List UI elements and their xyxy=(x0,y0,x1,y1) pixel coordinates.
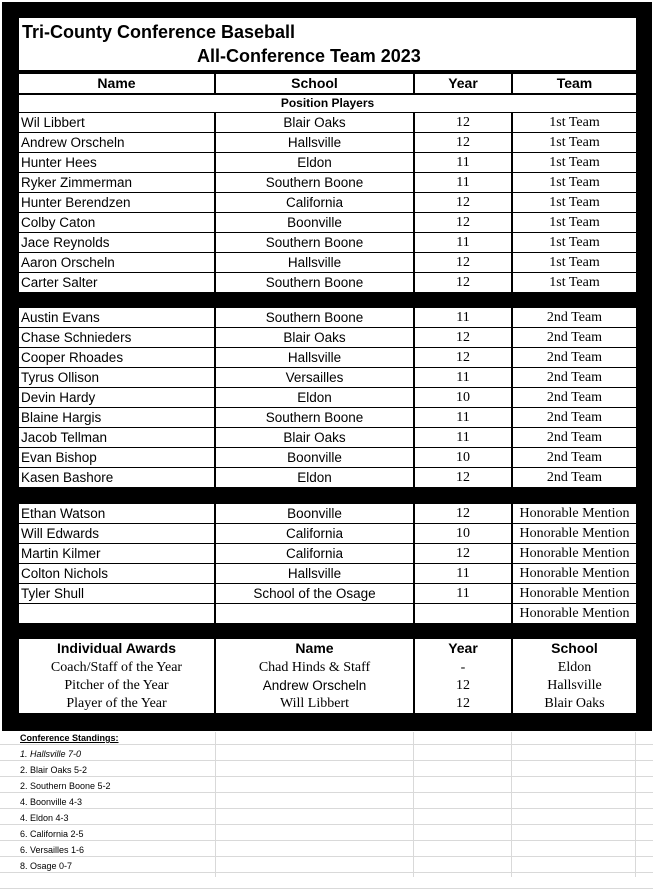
player-team: Honorable Mention xyxy=(513,544,636,563)
standings-item: 4. Eldon 4-3 xyxy=(20,813,69,823)
player-team: 2nd Team xyxy=(513,468,636,487)
player-year: 11 xyxy=(415,368,511,387)
player-year: 12 xyxy=(415,133,511,152)
honorable-mention-row xyxy=(19,604,636,623)
first-team-row xyxy=(19,273,636,292)
awards-header-award: Individual Awards xyxy=(19,639,214,658)
first-team-row xyxy=(19,173,636,192)
grid-column-line xyxy=(635,732,636,877)
grid-column-line xyxy=(413,732,414,877)
player-name: Aaron Orscheln xyxy=(19,253,214,272)
title-line-1: Tri-County Conference Baseball xyxy=(22,22,296,42)
player-year: 12 xyxy=(415,504,511,523)
award-row xyxy=(19,658,636,677)
player-name: Cooper Rhoades xyxy=(19,348,214,367)
first-team-row xyxy=(19,213,636,232)
player-year: 12 xyxy=(415,468,511,487)
player-team: 1st Team xyxy=(513,173,636,192)
player-team: Honorable Mention xyxy=(513,604,636,623)
player-name: Ethan Watson xyxy=(19,504,214,523)
player-school: Southern Boone xyxy=(216,173,413,192)
player-team: 2nd Team xyxy=(513,368,636,387)
player-name: Tyler Shull xyxy=(19,584,214,603)
player-year: 12 xyxy=(415,253,511,272)
player-name: Chase Schnieders xyxy=(19,328,214,347)
player-school: Blair Oaks xyxy=(216,428,413,447)
player-name: Jace Reynolds xyxy=(19,233,214,252)
player-name: Tyrus Ollison xyxy=(19,368,214,387)
player-school: Hallsville xyxy=(216,133,413,152)
first-team-row xyxy=(19,113,636,132)
player-team: 2nd Team xyxy=(513,328,636,347)
player-school: Boonville xyxy=(216,448,413,467)
first-team-row xyxy=(19,193,636,212)
player-name xyxy=(19,604,214,623)
player-school: Hallsville xyxy=(216,253,413,272)
grid-line xyxy=(0,840,653,841)
player-school: Blair Oaks xyxy=(216,328,413,347)
player-school: Southern Boone xyxy=(216,273,413,292)
player-year: 10 xyxy=(415,448,511,467)
player-name: Austin Evans xyxy=(19,308,214,327)
second-team-row xyxy=(19,368,636,387)
second-team-row xyxy=(19,428,636,447)
award-year: 12 xyxy=(415,676,511,695)
standings-item: 8. Osage 0-7 xyxy=(20,861,73,871)
player-school: Eldon xyxy=(216,468,413,487)
first-team-row xyxy=(19,253,636,272)
player-name: Hunter Hees xyxy=(19,153,214,172)
player-year: 11 xyxy=(415,308,511,327)
grid-line xyxy=(0,776,653,777)
award-year: 12 xyxy=(415,694,511,713)
award-winner: Will Libbert xyxy=(216,694,413,713)
second-team-row xyxy=(19,468,636,487)
player-name: Wil Libbert xyxy=(19,113,214,132)
player-school: Versailles xyxy=(216,368,413,387)
player-year: 11 xyxy=(415,564,511,583)
title-box xyxy=(19,18,636,70)
award-title: Coach/Staff of the Year xyxy=(19,658,214,677)
first-team-row xyxy=(19,153,636,172)
player-school: Southern Boone xyxy=(216,233,413,252)
grid-line xyxy=(0,760,653,761)
player-school: California xyxy=(216,193,413,212)
player-team: 1st Team xyxy=(513,193,636,212)
player-year: 12 xyxy=(415,213,511,232)
player-school: Eldon xyxy=(216,153,413,172)
standings-item: 6. Versailles 1-6 xyxy=(20,845,85,855)
player-name: Evan Bishop xyxy=(19,448,214,467)
player-name: Andrew Orscheln xyxy=(19,133,214,152)
standings-heading: Conference Standings: xyxy=(20,733,119,743)
player-team: Honorable Mention xyxy=(513,564,636,583)
player-name: Blaine Hargis xyxy=(19,408,214,427)
standings-item: 1. Hallsville 7-0 xyxy=(20,749,82,759)
honorable-mention-row xyxy=(19,524,636,543)
header-year: Year xyxy=(415,74,511,93)
player-year: 11 xyxy=(415,428,511,447)
player-year: 11 xyxy=(415,153,511,172)
second-team-row xyxy=(19,308,636,327)
standings-item: 6. California 2-5 xyxy=(20,829,84,839)
player-team: 2nd Team xyxy=(513,348,636,367)
player-year: 12 xyxy=(415,193,511,212)
player-name: Colton Nichols xyxy=(19,564,214,583)
player-school: Southern Boone xyxy=(216,308,413,327)
player-name: Carter Salter xyxy=(19,273,214,292)
grid-line xyxy=(0,856,653,857)
award-school: Hallsville xyxy=(513,676,636,695)
grid-line xyxy=(0,792,653,793)
player-team: Honorable Mention xyxy=(513,524,636,543)
player-year: 11 xyxy=(415,584,511,603)
player-year: 11 xyxy=(415,233,511,252)
player-school: Southern Boone xyxy=(216,408,413,427)
player-year: 12 xyxy=(415,273,511,292)
award-title: Pitcher of the Year xyxy=(19,676,214,695)
player-year: 10 xyxy=(415,524,511,543)
player-team: 2nd Team xyxy=(513,428,636,447)
player-name: Kasen Bashore xyxy=(19,468,214,487)
awards-header xyxy=(19,639,636,658)
award-winner: Andrew Orscheln xyxy=(216,676,413,695)
grid-line xyxy=(0,744,653,745)
second-team-row xyxy=(19,408,636,427)
award-school: Blair Oaks xyxy=(513,694,636,713)
player-year: 12 xyxy=(415,328,511,347)
player-school: Boonville xyxy=(216,504,413,523)
first-team-row xyxy=(19,233,636,252)
player-school: California xyxy=(216,524,413,543)
player-school xyxy=(216,604,413,623)
grid-line xyxy=(0,824,653,825)
player-team: 1st Team xyxy=(513,233,636,252)
conference-standings xyxy=(0,732,653,877)
awards-header-year: Year xyxy=(415,639,511,658)
award-school: Eldon xyxy=(513,658,636,677)
player-year: 11 xyxy=(415,408,511,427)
first-team-row xyxy=(19,133,636,152)
header-name: Name xyxy=(19,74,214,93)
player-name: Will Edwards xyxy=(19,524,214,543)
awards-header-name: Name xyxy=(216,639,413,658)
player-name: Martin Kilmer xyxy=(19,544,214,563)
second-team-row xyxy=(19,328,636,347)
player-school: Blair Oaks xyxy=(216,113,413,132)
header-team: Team xyxy=(513,74,636,93)
player-school: Boonville xyxy=(216,213,413,232)
player-year: 12 xyxy=(415,113,511,132)
table-header xyxy=(19,74,636,93)
header-school: School xyxy=(216,74,413,93)
honorable-mention-row xyxy=(19,544,636,563)
second-team-row xyxy=(19,348,636,367)
player-team: 1st Team xyxy=(513,153,636,172)
player-name: Ryker Zimmerman xyxy=(19,173,214,192)
award-year: - xyxy=(415,658,511,677)
grid-line xyxy=(0,808,653,809)
honorable-mention-row xyxy=(19,584,636,603)
standings-item: 2. Blair Oaks 5-2 xyxy=(20,765,88,775)
honorable-mention-row xyxy=(19,504,636,523)
player-team: 2nd Team xyxy=(513,408,636,427)
player-team: 2nd Team xyxy=(513,388,636,407)
player-team: 1st Team xyxy=(513,273,636,292)
player-team: 1st Team xyxy=(513,213,636,232)
player-year: 10 xyxy=(415,388,511,407)
player-year xyxy=(415,604,511,623)
player-school: School of the Osage xyxy=(216,584,413,603)
player-team: 1st Team xyxy=(513,253,636,272)
grid-line xyxy=(0,872,653,873)
award-winner: Chad Hinds & Staff xyxy=(216,658,413,677)
player-name: Jacob Tellman xyxy=(19,428,214,447)
section-position-players: Position Players xyxy=(19,95,636,112)
player-school: Hallsville xyxy=(216,564,413,583)
player-school: Hallsville xyxy=(216,348,413,367)
title-line-2: All-Conference Team 2023 xyxy=(197,46,421,66)
standings-item: 2. Southern Boone 5-2 xyxy=(20,781,111,791)
grid-column-line xyxy=(511,732,512,877)
grid-column-line xyxy=(215,732,216,877)
second-team-row xyxy=(19,448,636,467)
second-team-row xyxy=(19,388,636,407)
player-name: Hunter Berendzen xyxy=(19,193,214,212)
player-team: 2nd Team xyxy=(513,448,636,467)
player-team: 1st Team xyxy=(513,133,636,152)
award-title: Player of the Year xyxy=(19,694,214,713)
player-school: California xyxy=(216,544,413,563)
award-row xyxy=(19,694,636,713)
player-team: Honorable Mention xyxy=(513,584,636,603)
player-name: Colby Caton xyxy=(19,213,214,232)
standings-item: 4. Boonville 4-3 xyxy=(20,797,83,807)
player-team: 1st Team xyxy=(513,113,636,132)
player-team: 2nd Team xyxy=(513,308,636,327)
honorable-mention-row xyxy=(19,564,636,583)
player-name: Devin Hardy xyxy=(19,388,214,407)
player-year: 12 xyxy=(415,544,511,563)
player-year: 11 xyxy=(415,173,511,192)
player-team: Honorable Mention xyxy=(513,504,636,523)
award-row xyxy=(19,676,636,695)
player-year: 12 xyxy=(415,348,511,367)
awards-header-school: School xyxy=(513,639,636,658)
player-school: Eldon xyxy=(216,388,413,407)
